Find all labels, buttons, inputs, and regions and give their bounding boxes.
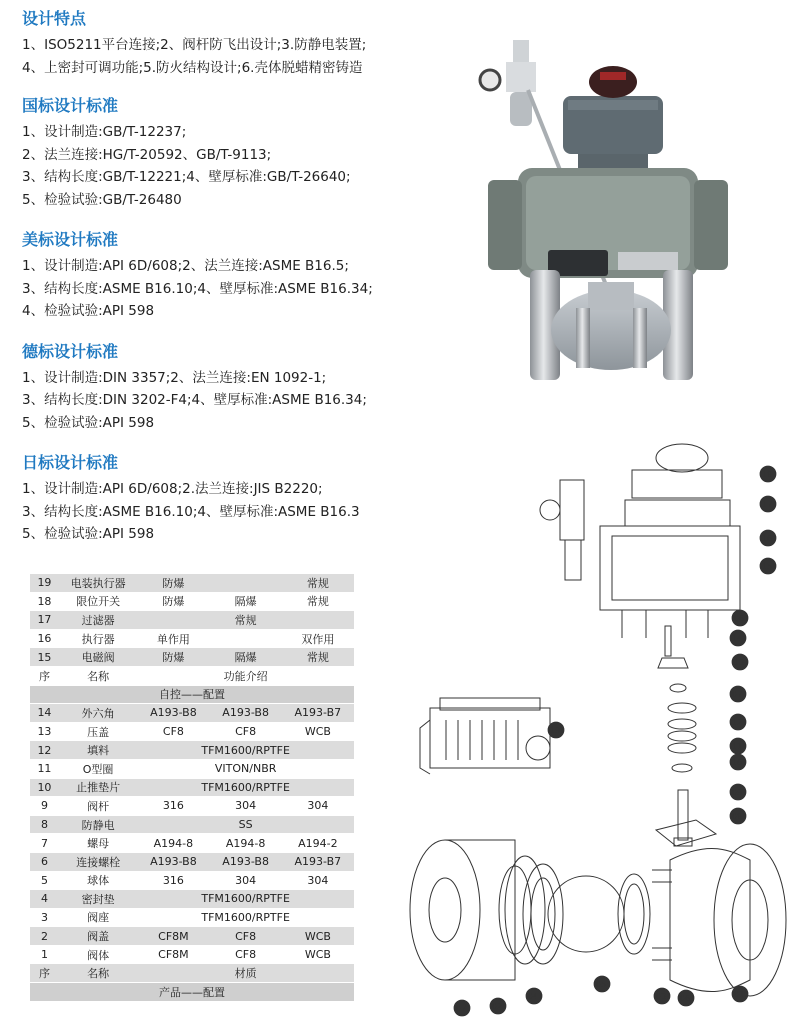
- table-row: 14 外六角 A193-B8 A193-B8 A193-B7: [30, 704, 354, 723]
- table-row: 15 电磁阀 防爆 隔爆 常规: [30, 648, 354, 667]
- design-standards: [22, 8, 402, 564]
- svg-text:06: 06: [734, 614, 745, 623]
- section-line: 1、ISO5211平台连接;2、阀杆防飞出设计;3.防静电装置;: [22, 37, 367, 53]
- section-line: 5、检验试验:API 598: [22, 526, 155, 542]
- section-line: 5、检验试验:GB/T-26480: [22, 191, 182, 208]
- table-row: 18 限位开关 防爆 隔爆 常规: [30, 592, 354, 611]
- exploded-view-diagram: [400, 430, 800, 1028]
- table-row: 1 阀体 CF8M CF8 WCB: [30, 945, 354, 964]
- section-gb-standard: [22, 95, 402, 211]
- section-line: 1、设计制造:DIN 3357;2、法兰连接:EN 1092-1;: [22, 369, 327, 386]
- table-row: 9 阀杆 316 304 304: [30, 797, 354, 816]
- table-band-row: 自控——配置: [30, 685, 354, 704]
- svg-text:11: 11: [732, 742, 743, 751]
- table-row: 19 电装执行器 防爆 常规: [30, 574, 354, 592]
- svg-text:14: 14: [732, 634, 743, 643]
- table-row: 5 球体 316 304 304: [30, 871, 354, 890]
- section-line: 4、检验试验:API 598: [22, 303, 155, 319]
- configuration-table: [30, 574, 354, 1002]
- section-line: 1、设计制造:GB/T-12237;: [22, 124, 187, 140]
- section-line: 2、法兰连接:HG/T-20592、GB/T-9113;: [22, 146, 272, 163]
- section-design-features: [22, 8, 402, 79]
- section-line: 1、设计制造:API 6D/608;2、法兰连接:ASME B16.5;: [22, 258, 349, 274]
- table-row: 6 连接螺栓 A193-B8 A193-B8 A193-B7: [30, 852, 354, 871]
- table-row: 2 阀盖 CF8M CF8 WCB: [30, 927, 354, 946]
- section-line: 3、结构长度:DIN 3202-F4;4、壁厚标准:ASME B16.34;: [22, 392, 367, 408]
- table-row: 11 O型圈 VITON/NBR: [30, 759, 354, 778]
- table-row: 7 螺母 A194-8 A194-8 A194-2: [30, 834, 354, 853]
- table-row: 16 执行器 单作用 双作用: [30, 629, 354, 648]
- section-us-standard: [22, 229, 402, 323]
- table-row: 12 填料 TFM1600/RPTFE: [30, 741, 354, 760]
- section-title: 设计特点: [22, 9, 87, 28]
- svg-text:13: 13: [734, 658, 745, 667]
- svg-text:03: 03: [656, 992, 667, 1001]
- svg-text:18: 18: [762, 470, 773, 479]
- pneumatic-ball-valve-photo: [468, 30, 728, 390]
- svg-text:05: 05: [596, 980, 607, 989]
- section-line: 1、设计制造:API 6D/608;2.法兰连接:JIS B2220;: [22, 481, 323, 497]
- section-title: 日标设计标准: [22, 453, 119, 472]
- svg-text:01: 01: [734, 990, 745, 999]
- table-row: 3 阀座 TFM1600/RPTFE: [30, 908, 354, 927]
- svg-text:06: 06: [680, 994, 691, 1003]
- section-de-standard: [22, 341, 402, 435]
- table-row: 8 防静电 SS: [30, 815, 354, 834]
- section-line: 3、结构长度:ASME B16.10;4、壁厚标准:ASME B16.34;: [22, 280, 373, 297]
- table-row: 10 止推垫片 TFM1600/RPTFE: [30, 778, 354, 797]
- svg-text:15: 15: [762, 562, 773, 571]
- svg-text:16: 16: [762, 534, 773, 543]
- section-line: 4、上密封可调功能;5.防火结构设计;6.壳体脱蜡精密铸造: [22, 59, 363, 76]
- svg-text:07: 07: [732, 690, 743, 699]
- section-line: 5、检验试验:API 598: [22, 414, 155, 431]
- section-title: 美标设计标准: [22, 230, 119, 249]
- table-row: 17 过滤器 常规: [30, 611, 354, 630]
- svg-text:17: 17: [762, 500, 773, 509]
- table-row: 13 压盖 CF8 CF8 WCB: [30, 722, 354, 741]
- svg-text:19: 19: [550, 726, 561, 735]
- table-row: 4 密封垫 TFM1600/RPTFE: [30, 890, 354, 909]
- svg-text:07: 07: [456, 1004, 467, 1013]
- svg-text:04: 04: [528, 992, 539, 1001]
- section-title: 国标设计标准: [22, 96, 119, 115]
- electric-actuator-drawing: [420, 698, 550, 774]
- svg-text:02: 02: [492, 1002, 503, 1011]
- svg-text:12: 12: [732, 718, 743, 727]
- section-line: 3、结构长度:ASME B16.10;4、壁厚标准:ASME B16.3: [22, 503, 360, 520]
- actuator-assembly-drawing: [540, 444, 743, 668]
- svg-text:10: 10: [732, 758, 743, 767]
- section-title: 德标设计标准: [22, 341, 119, 361]
- table-band-row: 产品——配置: [30, 983, 354, 1002]
- svg-text:09: 09: [732, 788, 743, 797]
- valve-body-drawing: [410, 820, 786, 996]
- svg-text:08: 08: [732, 812, 743, 821]
- section-line: 3、结构长度:GB/T-12221;4、壁厚标准:GB/T-26640;: [22, 169, 351, 185]
- table-header-row: 序 名称 功能介绍: [30, 666, 354, 685]
- stem-stack-drawing: [668, 684, 696, 846]
- section-jp-standard: [22, 452, 402, 546]
- table-header-row: 序 名称 材质: [30, 964, 354, 983]
